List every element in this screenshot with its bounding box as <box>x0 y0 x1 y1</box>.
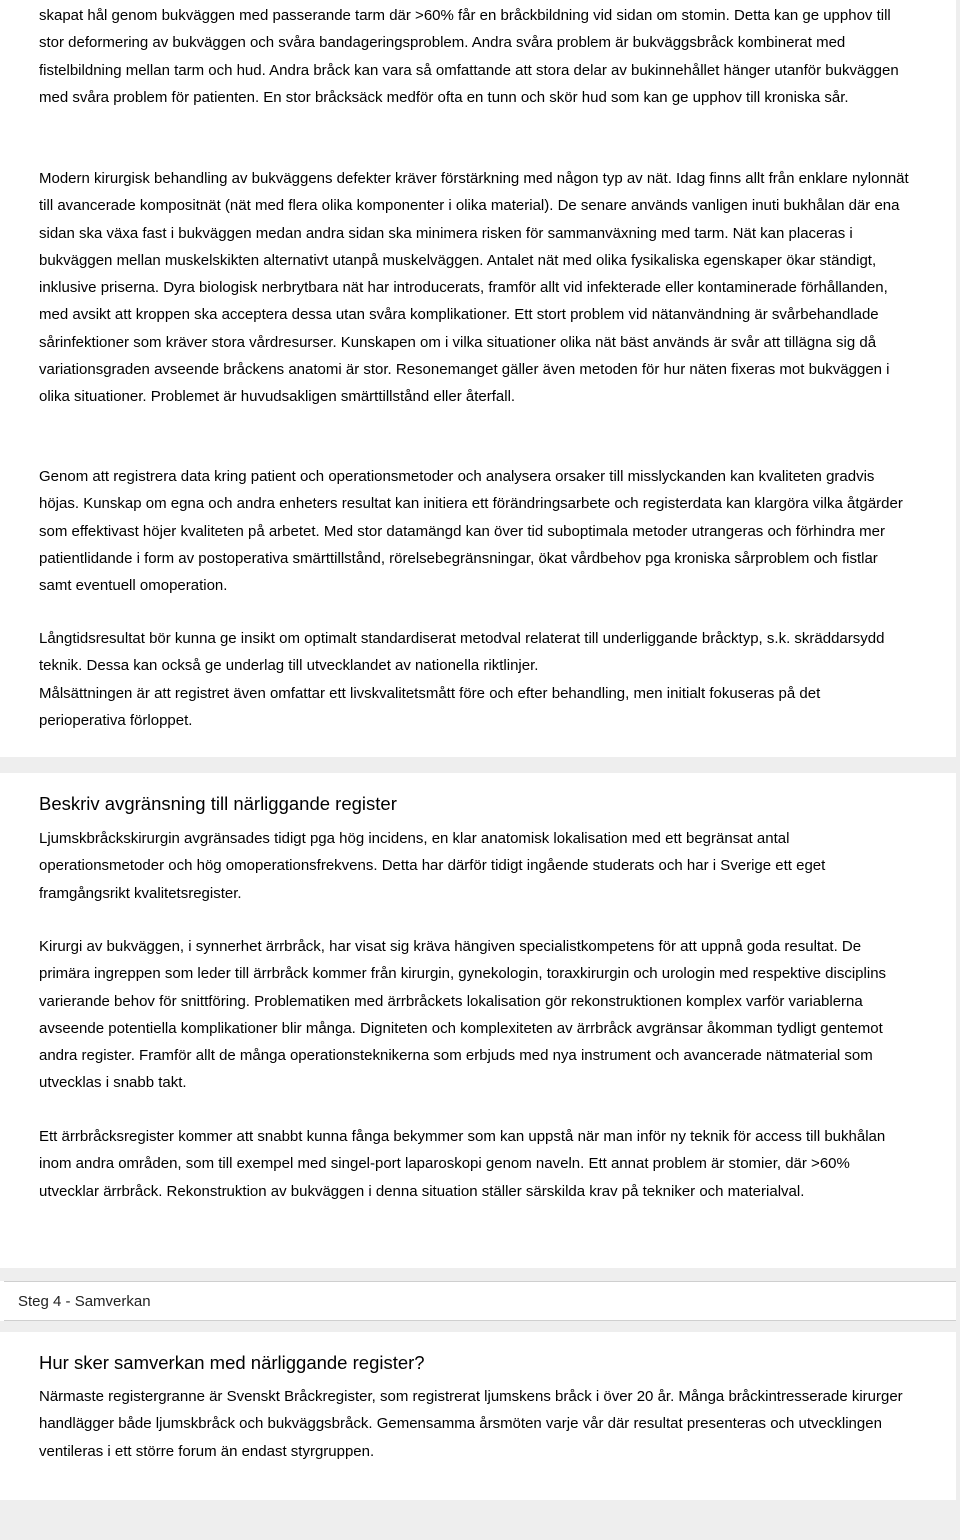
intro-paragraph-4: Långtidsresultat bör kunna ge insikt om optimalt standardiserat metodval relaterat till underliggande bråcktyp, s.k. skräddarsydd teknik. Dessa kan också ge underlag till utvecklandet av nationella riktlinjer. <box>39 630 885 675</box>
intro-paragraph-3: Genom att registrera data kring patient och operationsmetoder och analysera orsaker till misslyckanden kan kvaliteten gradvis höjas. Kunskap om egna och andra enheters resultat kan initiera ett förändringsarbete och registerdata kan klargöra vilka åtgärder som effektivast höjer kvaliteten på arbetet. Med stor datamängd kan över tid suboptimala metoder utrangeras och förhindra mer patientlidande i form av postoperativa smärttillstånd, rörelsebegränsningar, ökat vårdbehov pga kroniska sårproblem och fistlar samt eventuell omoperation. <box>39 468 903 595</box>
step-header <box>4 1281 956 1321</box>
intro-paragraph-1: skapat hål genom bukväggen med passerande tarm där >60% får en bråckbildning vid sidan om stomin. Detta kan ge upphov till stor deformering av bukväggen och svåra bandageringsproblem. Andra svåra problem är bukväggsbråck kombinerat med fistelbildning mellan tarm och hud. Andra bråck kan vara så omfattande att stora delar av bukinnehållet hänger utanför bukväggen med svåra problem för patienten. En stor bråcksäck medför ofta en tunn och skör hud som kan ge upphov till kroniska sår. <box>39 7 899 106</box>
section-title: Beskriv avgränsning till närliggande register <box>39 793 397 814</box>
section1-paragraph-2: Kirurgi av bukväggen, i synnerhet ärrbråck, har visat sig kräva hängiven specialistkompetens för att uppnå goda resultat. De primära ingreppen som leder till ärrbråck kommer från kirurgin, gynekologin, toraxkirurgin och urologin med respektive disciplins varierande behov för snittföring. Problematiken med ärrbråckets lokalisation gör rekonstruktionen komplex varför variablerna avseende potentiella komplikationer blir många. Digniteten och komplexiteten av ärrbråck avgränsar åkomman tydligt gentemot andra register. Framför allt de många operationsteknikerna som erbjuds med nya instrument och avancerade nätmaterial som utvecklas i snabb takt. <box>39 938 887 1092</box>
section1-paragraph-1: Ljumskbråckskirurgin avgränsades tidigt pga hög incidens, en klar anatomisk lokalisation med ett begränsat antal operationsmetoder och hög omoperationsfrekvens. Detta har därför tidigt ingående studerats och har i Sverige ett eget framgångsrikt kvalitetsregister. <box>39 830 826 902</box>
section1-paragraph-3: Ett ärrbråcksregister kommer att snabbt kunna fånga bekymmer som kan uppstå när man inför ny teknik för access till bukhålan inom andra områden, som till exempel med singel-port laparoskopi genom naveln. Ett annat problem är stomier, där >60% utvecklar ärrbråck. Rekonstruktion av bukväggen i denna situation ställer särskilda krav på tekniker och materialval. <box>39 1128 886 1200</box>
section-gap <box>0 757 960 773</box>
section2-paragraph-1: Närmaste registergranne är Svenskt Bråckregister, som registrerat ljumskens bråck i över 20 år. Många bråckintresserade kirurger handlägger både ljumskbråck och bukväggsbråck. Gemensamma årsmöten varje vår där resultat presenteras och utvecklingen ventileras i ett större forum än endast styrgruppen. <box>39 1388 903 1460</box>
section-gap <box>0 1268 960 1281</box>
section-gap <box>0 1321 960 1332</box>
section-title: Hur sker samverkan med närliggande register? <box>39 1352 425 1373</box>
intro-paragraph-5: Målsättningen är att registret även omfattar ett livskvalitetsmått före och efter behandling, men initialt fokuseras på det perioperativa förloppet. <box>39 685 821 730</box>
step-label: Steg 4 - Samverkan <box>18 1293 151 1310</box>
intro-paragraph-2: Modern kirurgisk behandling av bukväggens defekter kräver förstärkning med någon typ av nät. Idag finns allt från enklare nylonnät till avancerade kompositnät (nät med flera olika komponenter i olika material). De senare används vanligen inuti bukhålan där ena sidan ska växa fast i bukväggen medan andra sidan ska minimera risken för sammanväxning med tarm. Nät kan placeras i bukväggen mellan muskelskikten alternativt utanpå muskelväggen. Antalet nät med olika fysikaliska egenskaper ökar ständigt, inklusive priserna. Dyra biologisk nerbrytbara nät har introducerats, framför allt vid infekterade eller kontaminerade förhållanden, med avsikt att kroppen ska acceptera dessa utan svåra komplikationer. Ett stort problem vid nätanvändning är svårbehandlade sårinfektioner som kräver stora vårdresurser. Kunskapen om i vilka situationer olika nät bäst används är svår att tillägna sig då variationsgraden avseende bråckens anatomi är stor. Resonemanget gäller även metoden för hur näten fixeras mot bukväggen i olika situationer. Problemet är huvudsakligen smärttillstånd eller återfall. <box>39 170 909 406</box>
page-bottom <box>0 1500 960 1540</box>
